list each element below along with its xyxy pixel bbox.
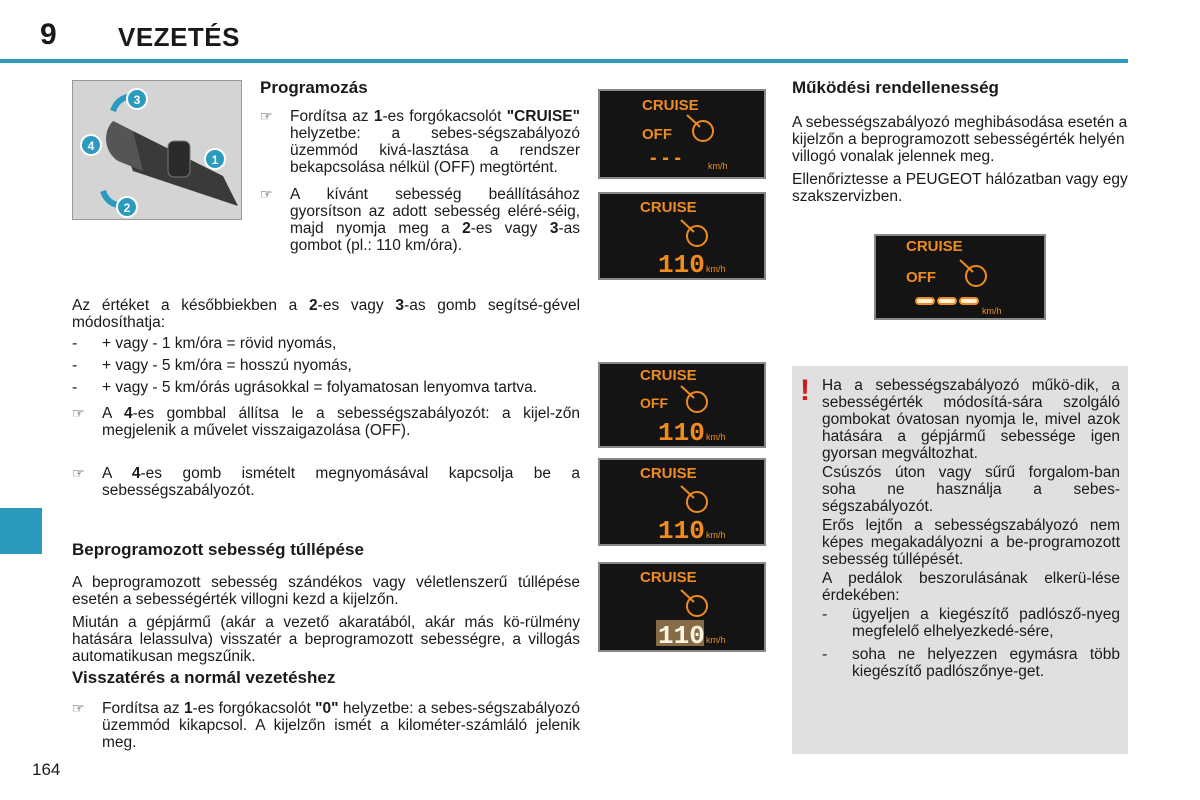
display-cruise-off-110 [598, 362, 766, 448]
warning-paragraph-4: A pedálok beszorulásának elkerü-lése érdekében: [822, 570, 1120, 604]
display-cruise-110-active [598, 458, 766, 546]
display-unit: km/h [706, 264, 726, 274]
warning-paragraph-3: Erős lejtőn a sebességszabályozó nem képes megakadályozni a be-programozott sebesség túllépését. [822, 517, 1120, 568]
modify-item-on: ☞ A 4-es gomb ismételt megnyomásával kapcsolja be a sebességszabályozót. [72, 465, 580, 499]
cruise-stalk-illustration [72, 80, 242, 220]
display-speed: 110 [658, 418, 705, 446]
normal-item: ☞ Fordítsa az 1-es forgókacsolót "0" helyzetbe: a sebes-ségszabályozó üzemmód kikapcsol. A kijelzőn ismét a kilométer-számláló jelenik meg. [72, 700, 580, 751]
display-unit: km/h [706, 432, 726, 442]
speedometer-icon [687, 115, 713, 141]
chapter-number: 9 [40, 18, 57, 51]
page-number: 164 [32, 760, 61, 779]
modify-section [72, 297, 580, 499]
malfunction-title: Működési rendellenesség [792, 78, 999, 97]
display-off-label: OFF [906, 269, 936, 286]
hand-pointer-icon: ☞ [72, 465, 85, 481]
display-cruise-label: CRUISE [642, 97, 699, 114]
display-cruise-label: CRUISE [640, 199, 697, 216]
display-dashes: - - - [650, 147, 682, 169]
display-off-label: OFF [640, 395, 668, 411]
hand-pointer-icon: ☞ [72, 700, 85, 716]
modify-dash-1: - + vagy - 1 km/óra = rövid nyomás, [72, 335, 337, 352]
speedometer-icon [960, 260, 986, 286]
speedometer-icon [681, 590, 707, 616]
modify-dash-3: - + vagy - 5 km/órás ugrásokkal = folyamatosan lenyomva tartva. [72, 379, 538, 396]
speedometer-icon [681, 386, 707, 412]
chapter-title: VEZETÉS [118, 22, 240, 52]
modify-intro: Az értéket a későbbiekben a 2-es vagy 3-as gomb segítsé-gével módosíthatja: [72, 297, 581, 331]
programming-section [260, 78, 580, 254]
normal-section [72, 668, 580, 751]
programming-title: Programozás [260, 78, 368, 97]
warning-paragraph-1: Ha a sebességszabályozó műkö-dik, a sebességérték módosítá-sára szolgáló gombokat óvatosan nyomja le, mivel azok hatására a gépjármű sebessége igen gyorsan megváltozhat. [822, 377, 1120, 462]
warning-paragraph-2: Csúszós úton vagy sűrű forgalom-ban soha ne használja a sebes-ségszabályozót. [822, 464, 1120, 515]
exceed-paragraph-1: A beprogramozott sebesség szándékos vagy véletlenszerű túllépése esetén a sebességérték villogni kezd a kijelzőn. [72, 574, 580, 608]
malfunction-paragraph-2: Ellenőriztesse a PEUGEOT hálózatban vagy egy szakszervizben. [792, 171, 1128, 205]
hand-pointer-icon: ☞ [260, 186, 273, 202]
warning-text [822, 377, 1120, 682]
exceed-title: Beprogramozott sebesség túllépése [72, 540, 364, 559]
programming-item-1: ☞ Fordítsa az 1-es forgókacsolót "CRUISE" helyzetbe: a sebes-ségszabályozó üzemmód kivá-lasztása a rendszer bekapcsolása nélkül (OFF) megtörtént. [260, 108, 580, 176]
exceed-section [72, 540, 580, 665]
display-unit: km/h [706, 530, 726, 540]
warning-exclamation-icon: ! [800, 374, 810, 407]
display-malfunction [874, 234, 1046, 320]
display-speed: 110 [658, 516, 705, 544]
display-cruise-label: CRUISE [640, 367, 697, 384]
speedometer-icon [681, 486, 707, 512]
stalk-label-4: 4 [87, 139, 95, 153]
display-cruise-label: CRUISE [640, 569, 697, 586]
display-cruise-label: CRUISE [640, 465, 697, 482]
warning-dash-1: - ügyeljen a kiegészítő padlósző-nyeg megfelelő elhelyezkedé-sére, [822, 606, 1120, 640]
flashing-dashes [916, 298, 978, 304]
speedometer-icon [681, 220, 707, 246]
header-rule [0, 59, 1128, 63]
display-unit: km/h [708, 161, 728, 171]
stalk-label-1: 1 [211, 153, 219, 167]
display-off-label: OFF [642, 126, 672, 143]
display-cruise-110 [598, 192, 766, 280]
display-cruise-110-flashing [598, 562, 766, 652]
normal-title: Visszatérés a normál vezetéshez [72, 668, 336, 687]
modify-dash-2: - + vagy - 5 km/óra = hosszú nyomás, [72, 357, 352, 374]
stalk-label-3: 3 [133, 93, 141, 107]
stalk-label-2: 2 [123, 201, 131, 215]
hand-pointer-icon: ☞ [260, 108, 273, 124]
malfunction-section [792, 78, 1128, 205]
chapter-side-tab [0, 508, 42, 554]
exceed-paragraph-2: Miután a gépjármű (akár a vezető akaratából, akár más kö-rülmény hatására lelassulva) visszatér a beprogramozott sebességre, a villogás automatikusan megszűnik. [72, 614, 580, 665]
programming-item-2: ☞ A kívánt sebesség beállításához gyorsítson az adott sebesség eléré-séig, majd nyomja meg a 2-es vagy 3-as gombot (pl.: 110 km/óra). [260, 186, 580, 254]
display-speed: 110 [658, 621, 705, 650]
warning-dash-2: - soha ne helyezzen egymásra több kiegészítő padlószőnye-get. [822, 646, 1120, 680]
display-cruise-label: CRUISE [906, 238, 963, 255]
malfunction-paragraph-1: A sebességszabályozó meghibásodása esetén a kijelzőn a beprogramozott sebességérték helyén villogó vonalak jelennek meg. [792, 114, 1128, 165]
display-cruise-off-dashes [598, 89, 766, 179]
display-speed: 110 [658, 250, 705, 278]
display-unit: km/h [706, 635, 726, 645]
modify-item-off: ☞ A 4-es gombbal állítsa le a sebességszabályozót: a kijel-zőn megjelenik a művelet visszaigazolása (OFF). [72, 405, 580, 439]
hand-pointer-icon: ☞ [72, 405, 85, 421]
display-unit: km/h [982, 306, 1002, 316]
